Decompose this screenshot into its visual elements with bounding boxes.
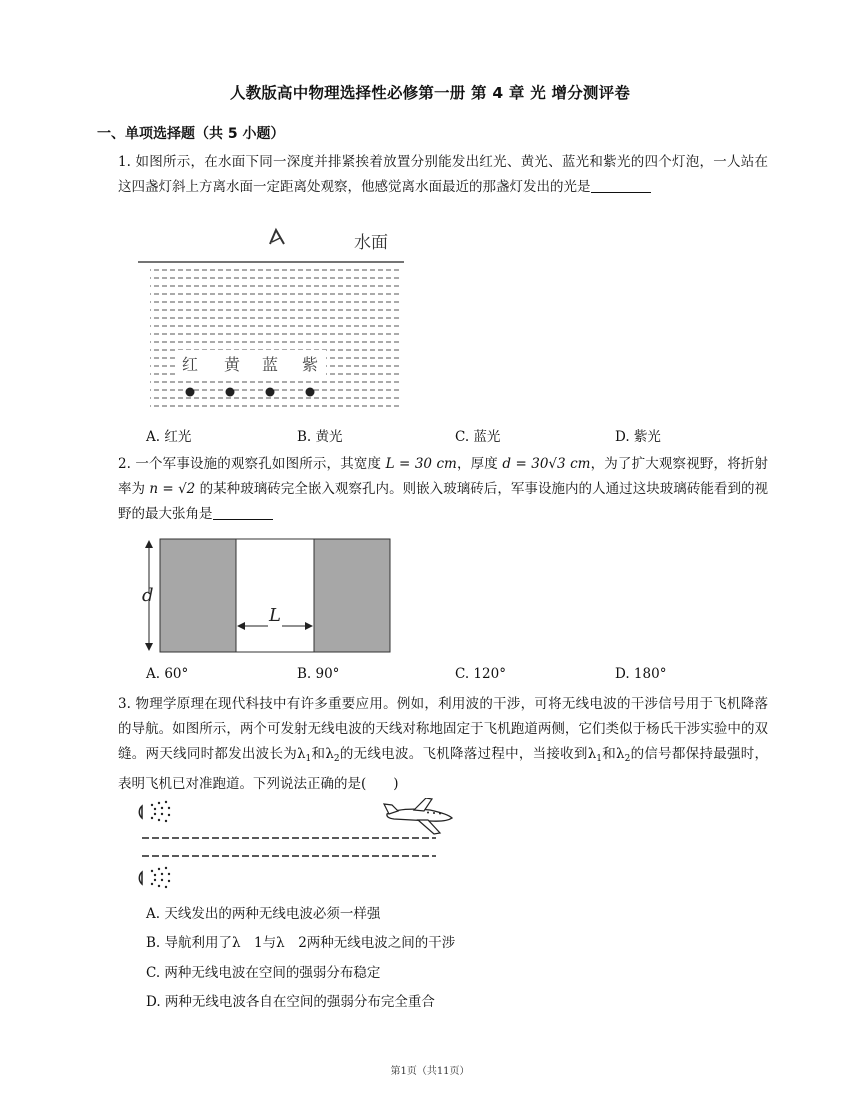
water-surface-label: 水面 bbox=[354, 233, 388, 253]
observation-hole-figure bbox=[138, 534, 394, 660]
question-3: 3. 物理学原理在现代科技中有许多重要应用。例如，利用波的干涉，可将无线电波的干涉信号用于飞机降落的导航。如图所示，两个可发射无线电波的天线对称地固定于飞机跑道两侧，它们类似于杨氏干涉实验中的双缝。两天线同时都发出波长为$\lambda_1$和$\lambda_2$的无线电波。飞机降落过程中，当接收到$\lambda_1$和$\lambda_2$的信号都保持最强时，表明飞机已对准跑道。下列说法正确的是( ) bbox=[118, 696, 769, 792]
answer-blank[interactable] bbox=[591, 178, 651, 193]
observer-eye-icon bbox=[270, 230, 284, 244]
L-label: L bbox=[269, 605, 281, 626]
page-title: 人教版高中物理选择性必修第一册 第 4 章 光 增分测评卷 bbox=[229, 84, 631, 102]
wall-right bbox=[314, 539, 390, 652]
width-equation: L = 30 cm bbox=[385, 456, 457, 472]
water-lamps-figure bbox=[138, 224, 408, 420]
thickness-equation: d = 30√3 cm bbox=[502, 456, 591, 472]
q3-option-b[interactable]: B. 导航利用了λ 1与λ 2两种无线电波之间的干涉 bbox=[146, 935, 456, 951]
question-number: 3. bbox=[118, 696, 131, 712]
lamp-blue bbox=[266, 388, 275, 397]
q2-option-c[interactable]: C. 120° bbox=[455, 666, 506, 682]
question-2: 2. 一个军事设施的观察孔如图所示，其宽度 L = 30 cm，厚度 d = 30√3 cm，为了扩大观察视野，将折射率为 n = √2 的某种玻璃砖完全嵌入观察孔内。则嵌入玻璃砖后，军事设施内的人通过这块玻璃砖能看到的视野的最大张角是 bbox=[118, 456, 769, 522]
d-label: d bbox=[142, 585, 154, 606]
water-region bbox=[150, 270, 402, 406]
airplane-icon bbox=[384, 798, 452, 834]
antenna-bottom-icon bbox=[139, 867, 170, 888]
q3-option-a[interactable]: A. 天线发出的两种无线电波必须一样强 bbox=[146, 906, 381, 922]
antenna-top-icon bbox=[139, 801, 170, 822]
answer-blank[interactable] bbox=[213, 505, 273, 520]
section-heading: 一、单项选择题（共 5 小题） bbox=[97, 126, 285, 142]
lamp-purple bbox=[306, 388, 315, 397]
page-footer: 第1页（共11页） bbox=[390, 1066, 470, 1077]
q3-option-d[interactable]: D. 两种无线电波各自在空间的强弱分布完全重合 bbox=[146, 994, 435, 1010]
question-number: 1. bbox=[118, 154, 131, 170]
lamp-label-yellow: 黄 bbox=[224, 355, 241, 374]
refractive-index-equation: n = √2 bbox=[149, 481, 196, 497]
lamp-yellow bbox=[226, 388, 235, 397]
q1-option-d[interactable]: D. 紫光 bbox=[615, 429, 661, 445]
lamp-red bbox=[186, 388, 195, 397]
q2-option-a[interactable]: A. 60° bbox=[146, 666, 189, 682]
q1-option-a[interactable]: A. 红光 bbox=[146, 429, 192, 445]
runway-antenna-figure bbox=[138, 798, 458, 898]
observation-hole bbox=[236, 539, 314, 652]
q2-option-d[interactable]: D. 180° bbox=[615, 666, 667, 682]
q2-option-b[interactable]: B. 90° bbox=[297, 666, 340, 682]
q1-option-b[interactable]: B. 黄光 bbox=[297, 429, 343, 445]
question-number: 2. bbox=[118, 456, 131, 472]
lamp-label-red: 红 bbox=[182, 355, 199, 374]
q3-option-c[interactable]: C. 两种无线电波在空间的强弱分布稳定 bbox=[146, 965, 381, 981]
q1-option-c[interactable]: C. 蓝光 bbox=[455, 429, 501, 445]
lamp-label-purple: 紫 bbox=[302, 355, 319, 374]
question-1 bbox=[118, 150, 768, 200]
question-text: 如图所示，在水面下同一深度并排紧挨着放置分别能发出红光、黄光、蓝光和紫光的四个灯泡，一人站在这四盏灯斜上方离水面一定距离处观察，他感觉离水面最近的那盏灯发出的光是 bbox=[118, 154, 769, 195]
wall-left bbox=[160, 539, 236, 652]
lamp-label-blue: 蓝 bbox=[262, 355, 279, 374]
